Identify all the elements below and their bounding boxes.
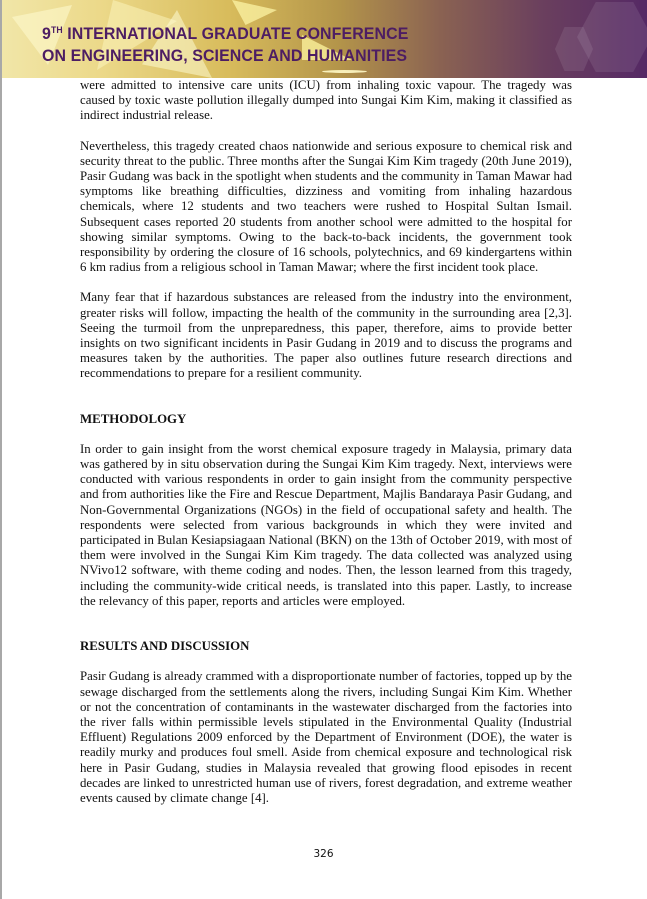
conference-title-line1 bbox=[42, 19, 408, 45]
results-heading: RESULTS AND DISCUSSION bbox=[80, 639, 250, 654]
results-paragraph: Pasir Gudang is already crammed with a disproportionate number of factories, topped up by the sewage discharged from the settlements along the rivers, including Sungai Kim Kim. Whether or not the concentration of contaminants in the wastewater discharged from the factories into the river falls within permissible levels stipulated in the Environmental Quality (Industrial Effluent) Regulations 2009 enforced by the Department of Environment (DOE), the water is readily murky and produces foul smell. Aside from chemical exposure and technological risk here in Pasir Gudang, studies in Malaysia revealed that growing flood episodes in recent decades are linked to unrestricted human use of rivers, forest degradation, and extreme weather events caused by climate change [4]. bbox=[80, 669, 572, 805]
conference-banner bbox=[2, 0, 647, 78]
page-number: 326 bbox=[313, 848, 334, 860]
decorative-light-streak bbox=[322, 70, 367, 73]
title-line1-text: INTERNATIONAL GRADUATE CONFERENCE bbox=[62, 24, 409, 43]
page-left-border bbox=[0, 0, 2, 899]
methodology-heading: METHODOLOGY bbox=[80, 411, 187, 426]
edition-ordinal: TH bbox=[50, 25, 63, 35]
intro-paragraph-2: Nevertheless, this tragedy created chaos nationwide and serious exposure to chemical risk and security threat to the public. Three months after the Sungai Kim Kim tragedy (20th June 2019), Pasir Gudang was back in the spotlight when students and the community in Taman Mawar had symptoms like breathing difficulties, dizziness and vomiting from inhaling hazardous chemicals, where 12 students and two teachers were rushed to Hospital Sultan Ismail. Subsequent cases reported 20 students from another school were admitted to the hospital for showing similar symptoms. Owing to the back-to-back incidents, the government took responsibility by ordering the closure of 16 schools, polytechnics, and 69 kindergartens within 6 km radius from a religious school in Taman Mawar; where the first incident took place. bbox=[80, 138, 572, 275]
methodology-paragraph: In order to gain insight from the worst chemical exposure tragedy in Malaysia, primary data was gathered by in situ observation during the Sungai Kim Kim tragedy. Next, interviews were conducted with various respondents in order to gain insight from the community perspective and from authorities like the Fire and Rescue Department, Majlis Bandaraya Pasir Gudang, and Non-Governmental Organizations (NGOs) in the field of occupational safety and health. The respondents were selected from various backgrounds in which they were invited and participated in Bulan Kesiapsiagaan National (BKN) on the 13th of October 2019, with most of them were involved in the Sungai Kim Kim tragedy. The data collected was analyzed using NVivo12 software, with theme coding and nodes. Then, the lesson learned from this tragedy, including the community-wide critical needs, is translated into this paper. Lastly, to increase the relevancy of this paper, reports and articles were employed. bbox=[80, 441, 572, 608]
edition-number: 9 bbox=[42, 24, 51, 43]
page-body bbox=[80, 78, 572, 806]
intro-paragraph-3: Many fear that if hazardous substances are released from the industry into the environment, greater risks will follow, impacting the health of the community in the surrounding area [2,3]. Seeing the turmoil from the unpreparedness, this paper, therefore, aims to provide better insights on two significant incidents in Pasir Gudang in 2019 and to discuss the programs and measures taken by the authorities. The paper also outlines future research directions and recommendations to prepare for a resilient community. bbox=[80, 290, 572, 381]
conference-title bbox=[42, 19, 408, 67]
conference-title-line2: ON ENGINEERING, SCIENCE AND HUMANITIES bbox=[42, 46, 408, 65]
intro-paragraph-1: were admitted to intensive care units (ICU) from inhaling toxic vapour. The tragedy was caused by toxic waste pollution illegally dumped into Sungai Kim Kim, making it classified as indirect industrial release. bbox=[80, 78, 572, 123]
